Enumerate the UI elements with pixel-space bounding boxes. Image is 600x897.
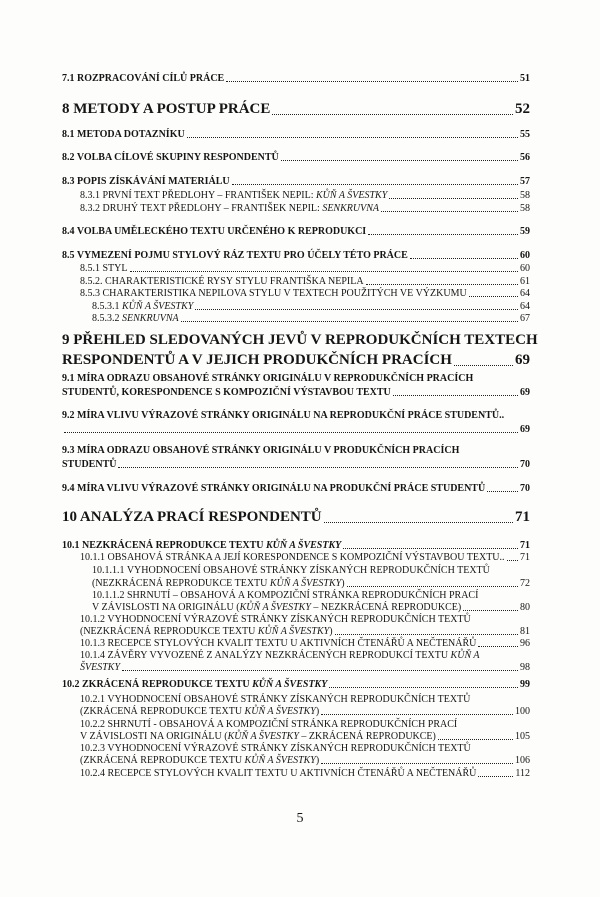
toc-entry-line xyxy=(80,707,530,717)
toc-title-text: (ZKRÁCENÁ REPRODUKCE TEXTU xyxy=(80,755,245,766)
toc-entry-title xyxy=(62,251,408,261)
toc-entry-title xyxy=(92,603,461,613)
toc-title-text: 9.3 MÍRA ODRAZU OBSAHOVÉ STRÁNKY ORIGINÁLU V PRODUKČNÍCH PRACÍCH xyxy=(62,445,460,456)
toc-entry-line xyxy=(62,227,530,237)
toc-page-number: 69 xyxy=(515,352,530,368)
toc-title-text: 8.3.2 DRUHÝ TEXT PŘEDLOHY – FRANTIŠEK NEPIL: xyxy=(80,203,323,214)
dot-leader xyxy=(335,634,518,635)
toc-title-text: 10.2.4 RECEPCE STYLOVÝCH KVALIT TEXTU U AKTIVNÍCH ČTENÁŘŮ A NEČTENÁŘŮ xyxy=(80,768,477,779)
toc-entry-title xyxy=(80,651,480,661)
dot-leader xyxy=(321,714,513,715)
toc-title-italic: KŮŇ A ŠVESTKY xyxy=(257,626,330,637)
toc-page-number: 61 xyxy=(520,276,530,287)
dot-leader xyxy=(438,739,513,740)
toc-entry-title xyxy=(92,591,478,601)
toc-title-text: 8.5.3 CHARAKTERISTIKA NEPILOVA STYLU V TEXTECH POUŽITÝCH VE VÝZKUMU xyxy=(80,288,467,299)
toc-entry-title xyxy=(62,388,391,398)
toc-title-text: ) xyxy=(315,755,320,766)
toc-entry-line xyxy=(80,204,530,214)
toc-entry-title xyxy=(80,663,120,673)
toc-entry-title xyxy=(62,130,185,140)
toc-entry-line xyxy=(92,579,530,589)
toc-page-number: 67 xyxy=(520,313,530,324)
dot-leader xyxy=(454,365,513,366)
dot-leader xyxy=(281,160,518,161)
dot-leader xyxy=(366,284,518,285)
toc-page-number: 52 xyxy=(515,101,530,117)
toc-entry-line xyxy=(62,251,530,261)
dot-leader xyxy=(410,258,518,259)
dot-leader xyxy=(272,114,513,115)
toc-title-text: 7.1 ROZPRACOVÁNÍ CÍLŮ PRÁCE xyxy=(62,73,225,84)
toc-title-italic: KŮŇ A xyxy=(450,650,480,661)
toc-title-italic: KŮŇ A ŠVESTKY xyxy=(269,578,342,589)
toc-entry-line xyxy=(62,460,530,470)
toc-page-number: 56 xyxy=(520,152,530,163)
toc-title-italic: KŮŇ A ŠVESTKY xyxy=(244,706,316,717)
toc-entry-title xyxy=(80,553,505,563)
toc-entry-line xyxy=(80,720,530,730)
toc-title-text: 10.1.1.2 SHRNUTÍ – OBSAHOVÁ A KOMPOZIČNÍ STRÁNKA REPRODUKČNÍCH PRACÍ xyxy=(92,590,479,601)
toc-entry-title xyxy=(62,353,452,368)
dot-leader xyxy=(507,560,518,561)
toc-page-number: 100 xyxy=(515,706,530,717)
toc-entry-line xyxy=(62,130,530,140)
toc-entry-title xyxy=(62,510,322,525)
toc-title-text: 8.5.3.1 xyxy=(92,301,122,312)
toc-page-number: 59 xyxy=(520,226,530,237)
toc-entry-title xyxy=(80,615,471,625)
toc-entry-title xyxy=(62,541,341,551)
toc-entry-title xyxy=(62,374,473,384)
toc-entry-title xyxy=(92,566,490,576)
dot-leader xyxy=(478,776,513,777)
toc-entry-line xyxy=(62,446,530,456)
toc-entry-title xyxy=(62,74,224,84)
toc-entry-title xyxy=(62,460,116,470)
toc-title-text: 10.1.1.1 VYHODNOCENÍ OBSAHOVÉ STRÁNKY ZÍSKANÝCH REPRODUKČNÍCH TEXTŮ xyxy=(92,565,490,576)
toc-entry-line xyxy=(92,566,530,576)
toc-entry-line xyxy=(80,289,530,299)
dot-leader xyxy=(478,646,518,647)
dot-leader xyxy=(181,321,518,322)
toc-entry-line xyxy=(80,627,530,637)
dot-leader xyxy=(226,81,518,82)
toc-entry-line xyxy=(62,388,530,398)
toc-entry-title xyxy=(62,177,230,187)
toc-entry-title xyxy=(80,707,319,717)
toc-page-number: 60 xyxy=(520,263,530,274)
dot-leader xyxy=(381,211,518,212)
toc-page-number: 55 xyxy=(520,129,530,140)
dot-leader xyxy=(487,491,518,492)
toc-entry-line xyxy=(80,695,530,705)
dot-leader xyxy=(463,610,518,611)
toc-title-text: 10.1 NEZKRÁCENÁ REPRODUKCE TEXTU xyxy=(62,540,267,551)
toc-title-text: (NEZKRÁCENÁ REPRODUKCE TEXTU xyxy=(80,626,258,637)
toc-entry-line xyxy=(80,744,530,754)
toc-entry-title xyxy=(80,627,333,637)
dot-leader xyxy=(343,548,518,549)
toc-page-number: 71 xyxy=(520,552,530,563)
toc-entry-line xyxy=(80,756,530,766)
toc-title-italic: SENKRUVNA xyxy=(322,203,379,214)
toc-entry-title xyxy=(62,333,538,348)
toc-title-text: – ZKRÁCENÁ REPRODUKCE) xyxy=(298,731,436,742)
toc-page-number: 80 xyxy=(520,602,530,613)
toc-entry-title xyxy=(62,484,485,494)
toc-entry-line xyxy=(62,102,530,117)
toc-page-number: 70 xyxy=(520,483,530,494)
dot-leader xyxy=(321,763,513,764)
toc-title-text: (ZKRÁCENÁ REPRODUKCE TEXTU xyxy=(80,706,245,717)
toc-title-text: 8.3.1 PRVNÍ TEXT PŘEDLOHY – FRANTIŠEK NEPIL: xyxy=(80,190,316,201)
toc-title-text: 8.1 METODA DOTAZNÍKU xyxy=(62,129,185,140)
toc-entry-line xyxy=(80,264,530,274)
toc-title-text: 8.5 VYMEZENÍ POJMU STYLOVÝ RÁZ TEXTU PRO ÚČELY TÉTO PRÁCE xyxy=(62,250,408,261)
toc-title-italic: KŮŇ A ŠVESTKY xyxy=(227,731,299,742)
toc-entry-line xyxy=(62,177,530,187)
toc-entry-line xyxy=(80,732,530,742)
toc-entry-title xyxy=(80,264,128,274)
toc-title-text: ) xyxy=(315,706,320,717)
toc-entry-title xyxy=(80,289,467,299)
toc-title-text: ) xyxy=(341,578,345,589)
toc-entry-title xyxy=(80,720,457,730)
toc-page-number: 57 xyxy=(520,176,530,187)
toc-page-number: 99 xyxy=(520,679,530,690)
dot-leader xyxy=(232,184,518,185)
toc-title-text: 10.1.4 ZÁVĚRY VYVOZENÉ Z ANALÝZY NEZKRÁCENÝCH REPRODUKCÍ TEXTU xyxy=(80,650,451,661)
toc-entry-line xyxy=(80,191,530,201)
toc-entry-line xyxy=(80,663,530,673)
dot-leader xyxy=(347,586,518,587)
toc-title-text: V ZÁVISLOSTI NA ORIGINÁLU ( xyxy=(80,731,228,742)
toc-title-italic: KŮŇ A ŠVESTKY xyxy=(266,540,342,551)
toc-title-text: (NEZKRÁCENÁ REPRODUKCE TEXTU xyxy=(92,578,270,589)
toc-entry-line xyxy=(62,680,530,690)
toc-entry-line xyxy=(80,639,530,649)
toc-title-italic: SENKRUVNA xyxy=(122,313,179,324)
toc-page-number: 69 xyxy=(520,387,530,398)
toc-entry-title xyxy=(62,153,279,163)
toc-title-text: 10.1.1 OBSAHOVÁ STRÁNKA A JEJÍ KORESPONDENCE S KOMPOZIČNÍ VÝSTAVBOU TEXTU.. xyxy=(80,552,505,563)
toc-page-number: 69 xyxy=(520,424,530,435)
toc-entry-title xyxy=(62,102,270,117)
toc-title-italic: KŮŇ A ŠVESTKY xyxy=(244,755,316,766)
dot-leader xyxy=(195,309,518,310)
toc-title-text: 8.2 VOLBA CÍLOVÉ SKUPINY RESPONDENTŮ xyxy=(62,152,279,163)
toc-entry-line xyxy=(62,353,530,368)
toc-entry-line xyxy=(80,553,530,563)
toc-entry-line xyxy=(92,603,530,613)
dot-leader xyxy=(389,198,518,199)
toc-title-text: STUDENTŮ, KORESPONDENCE S KOMPOZIČNÍ VÝSTAVBOU TEXTU xyxy=(62,387,391,398)
toc-entry-title xyxy=(92,579,345,589)
toc-title-text: 8.5.2. CHARAKTERISTICKÉ RYSY STYLU FRANTIŠKA NEPILA xyxy=(80,276,364,287)
toc-page-number: 81 xyxy=(520,626,530,637)
toc-title-text: 9.1 MÍRA ODRAZU OBSAHOVÉ STRÁNKY ORIGINÁLU V REPRODUKČNÍCH PRACÍCH xyxy=(62,373,474,384)
toc-entry-line xyxy=(80,615,530,625)
toc-entry-title xyxy=(80,204,379,214)
toc-entry-title xyxy=(80,639,476,649)
toc-title-text: ) xyxy=(329,626,333,637)
toc-entry-line xyxy=(92,591,530,601)
toc-title-italic: KŮŇ A ŠVESTKY xyxy=(239,602,311,613)
toc-entry-line xyxy=(62,484,530,494)
toc-page-number: 60 xyxy=(520,250,530,261)
page-number: 5 xyxy=(296,811,304,826)
toc-title-text: 9 PŘEHLED SLEDOVANÝCH JEVŮ V REPRODUKČNÍCH TEXTECH xyxy=(62,332,538,348)
toc-entry-title xyxy=(62,227,366,237)
dot-leader xyxy=(393,395,518,396)
toc-page-number: 72 xyxy=(520,578,530,589)
toc-page-number: 105 xyxy=(515,731,530,742)
toc-entry-line xyxy=(80,651,530,661)
toc-title-text: – NEZKRÁCENÁ REPRODUKCE) xyxy=(310,602,462,613)
toc-title-text: 8.4 VOLBA UMĚLECKÉHO TEXTU URČENÉHO K REPRODUKCI xyxy=(62,226,367,237)
dot-leader xyxy=(130,271,519,272)
toc-title-text: 10 ANALÝZA PRACÍ RESPONDENTŮ xyxy=(62,509,322,525)
toc-title-text: RESPONDENTŮ A V JEJICH PRODUKČNÍCH PRACÍCH xyxy=(62,352,452,368)
toc-entry-title xyxy=(62,446,459,456)
toc-entry-title xyxy=(80,695,470,705)
toc-entry-line xyxy=(92,314,530,324)
toc-page-number: 51 xyxy=(520,73,530,84)
toc-entry-line xyxy=(62,332,538,348)
toc-entry-line xyxy=(62,425,530,435)
dot-leader xyxy=(368,234,518,235)
toc-title-text: 8.5.3.2 xyxy=(92,313,122,324)
toc-page-number: 64 xyxy=(520,288,530,299)
toc-page-number: 71 xyxy=(515,509,530,525)
toc-page-number: 96 xyxy=(520,638,530,649)
toc-title-italic: ŠVESTKY xyxy=(80,662,121,673)
toc-title-italic: KŮŇ A ŠVESTKY xyxy=(122,301,194,312)
toc-entry-title xyxy=(80,756,319,766)
toc-entry-title xyxy=(80,277,364,287)
toc-entry-title xyxy=(92,314,179,324)
toc-page-number: 112 xyxy=(515,768,530,779)
toc-title-text: 10.1.2 VYHODNOCENÍ VÝRAZOVÉ STRÁNKY ZÍSKANÝCH REPRODUKČNÍCH TEXTŮ xyxy=(80,614,471,625)
dot-leader xyxy=(469,296,518,297)
toc-page-number: 58 xyxy=(520,203,530,214)
toc-title-text: 10.2.3 VYHODNOCENÍ VÝRAZOVÉ STRÁNKY ZÍSKANÝCH REPRODUKČNÍCH TEXTŮ xyxy=(80,743,471,754)
toc-entry-title xyxy=(80,191,387,201)
toc-page-number: 71 xyxy=(520,540,530,551)
toc-entry-line xyxy=(62,153,530,163)
toc-entry-title xyxy=(80,744,471,754)
toc-entry-title xyxy=(62,411,504,421)
toc-page-number: 70 xyxy=(520,459,530,470)
toc-entry-line xyxy=(92,302,530,312)
dot-leader xyxy=(118,467,518,468)
toc-entry-line xyxy=(62,411,530,421)
toc-entry-line xyxy=(62,510,530,525)
dot-leader xyxy=(324,522,513,523)
dot-leader xyxy=(329,687,518,688)
toc-title-text: V ZÁVISLOSTI NA ORIGINÁLU ( xyxy=(92,602,240,613)
toc-entry-title xyxy=(80,732,436,742)
toc-title-text: 8 METODY A POSTUP PRÁCE xyxy=(62,101,271,117)
toc-entry-line xyxy=(62,374,530,384)
toc-title-italic: KŮŇ A ŠVESTKY xyxy=(315,190,388,201)
toc-entry-title xyxy=(92,302,193,312)
toc-title-text: 8.5.1 STYL xyxy=(80,263,128,274)
dot-leader xyxy=(122,670,518,671)
toc-page-number: 58 xyxy=(520,190,530,201)
toc-page-number: 98 xyxy=(520,662,530,673)
toc-page-number: 106 xyxy=(515,755,530,766)
toc-title-text: 10.2 ZKRÁCENÁ REPRODUKCE TEXTU xyxy=(62,679,253,690)
toc-entry-line xyxy=(62,541,530,551)
toc-title-text: 10.2.1 VYHODNOCENÍ OBSAHOVÉ STRÁNKY ZÍSKANÝCH REPRODUKČNÍCH TEXTŮ xyxy=(80,694,471,705)
toc-title-text: 9.4 MÍRA VLIVU VÝRAZOVÉ STRÁNKY ORIGINÁLU NA PRODUKČNÍ PRÁCE STUDENTŮ xyxy=(62,483,486,494)
toc-entry-line xyxy=(80,769,530,779)
toc-title-text: 10.1.3 RECEPCE STYLOVÝCH KVALIT TEXTU U AKTIVNÍCH ČTENÁŘŮ A NEČTENÁŘŮ xyxy=(80,638,477,649)
toc-entry-title xyxy=(80,769,476,779)
toc-title-text: 9.2 MÍRA VLIVU VÝRAZOVÉ STRÁNKY ORIGINÁLU NA REPRODUKČNÍ PRÁCE STUDENTŮ.. xyxy=(62,410,505,421)
dot-leader xyxy=(64,432,518,433)
toc-title-text: STUDENTŮ xyxy=(62,459,117,470)
toc-title-italic: KŮŇ A ŠVESTKY xyxy=(252,679,328,690)
toc-title-text: 8.3 POPIS ZÍSKÁVÁNÍ MATERIÁLU xyxy=(62,176,230,187)
toc-entry-line xyxy=(80,277,530,287)
dot-leader xyxy=(187,137,518,138)
toc-title-text: 10.2.2 SHRNUTÍ - OBSAHOVÁ A KOMPOZIČNÍ STRÁNKA REPRODUKČNÍCH PRACÍ xyxy=(80,719,458,730)
toc-entry-line xyxy=(62,74,530,84)
toc-page-number: 64 xyxy=(520,301,530,312)
toc-entry-title xyxy=(62,680,327,690)
